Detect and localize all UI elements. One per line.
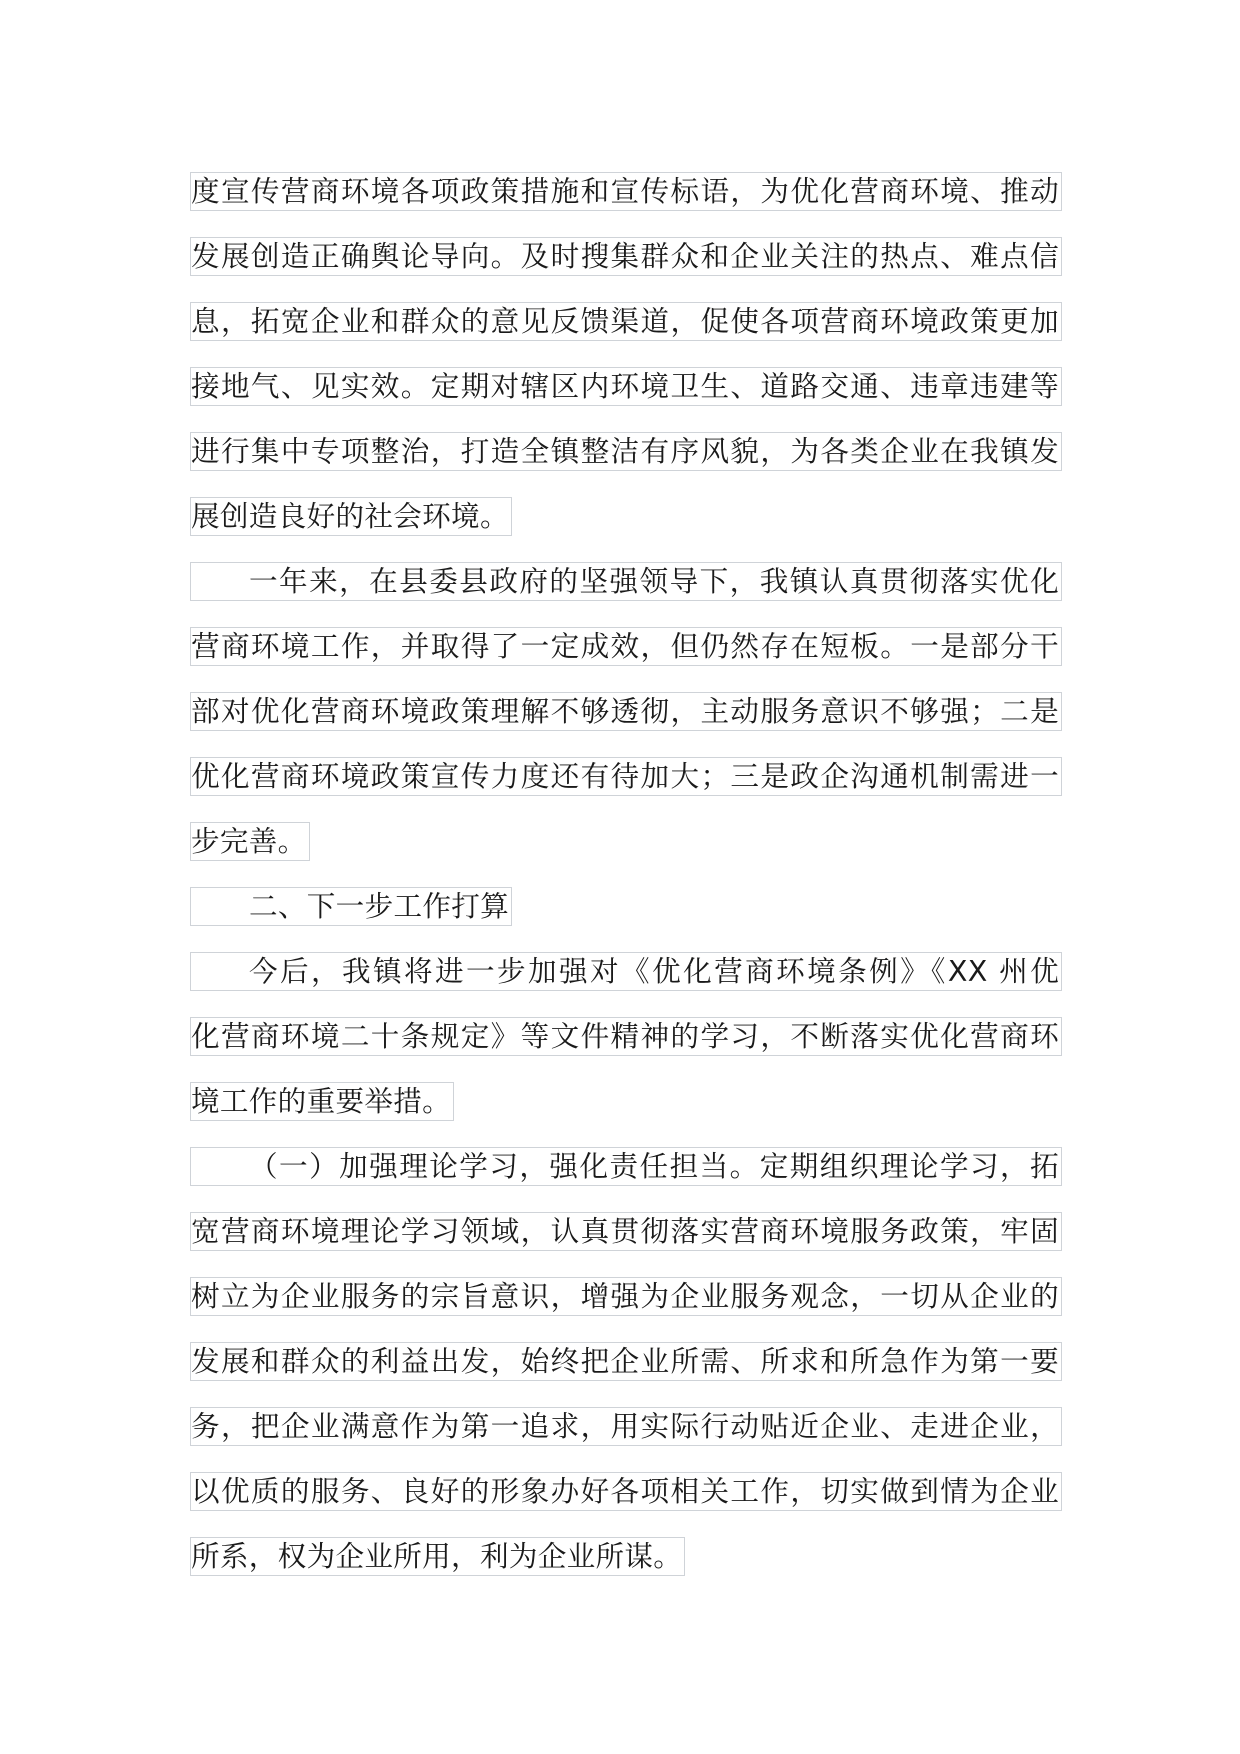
text-line: 展创造良好的社会环境。 [190, 497, 512, 536]
text-line: 一年来，在县委县政府的坚强领导下，我镇认真贯彻落实优化 [190, 562, 1062, 601]
text-line: 所系，权为企业所用，利为企业所谋。 [190, 1537, 685, 1576]
text-line: 今后，我镇将进一步加强对《优化营商环境条例》《XX 州优 [190, 952, 1062, 991]
text-line: 部对优化营商环境政策理解不够透彻，主动服务意识不够强；二是 [190, 692, 1062, 731]
text-line: （一）加强理论学习，强化责任担当。定期组织理论学习，拓 [190, 1147, 1062, 1186]
text-line: 步完善。 [190, 822, 310, 861]
text-line: 发展和群众的利益出发，始终把企业所需、所求和所急作为第一要 [190, 1342, 1062, 1381]
text-line: 进行集中专项整治，打造全镇整洁有序风貌，为各类企业在我镇发 [190, 432, 1062, 471]
text-line: 树立为企业服务的宗旨意识，增强为企业服务观念，一切从企业的 [190, 1277, 1062, 1316]
text-line: 以优质的服务、良好的形象办好各项相关工作，切实做到情为企业 [190, 1472, 1062, 1511]
section-heading: 二、下一步工作打算 [190, 887, 512, 926]
text-line: 优化营商环境政策宣传力度还有待加大；三是政企沟通机制需进一 [190, 757, 1062, 796]
body-text [190, 172, 1062, 1602]
text-line: 化营商环境二十条规定》等文件精神的学习，不断落实优化营商环 [190, 1017, 1062, 1056]
text-line: 息，拓宽企业和群众的意见反馈渠道，促使各项营商环境政策更加 [190, 302, 1062, 341]
text-line: 境工作的重要举措。 [190, 1082, 454, 1121]
text-line: 宽营商环境理论学习领域，认真贯彻落实营商环境服务政策，牢固 [190, 1212, 1062, 1251]
text-line: 务，把企业满意作为第一追求，用实际行动贴近企业、走进企业， [190, 1407, 1062, 1446]
text-line: 接地气、见实效。定期对辖区内环境卫生、道路交通、违章违建等 [190, 367, 1062, 406]
text-line: 发展创造正确舆论导向。及时搜集群众和企业关注的热点、难点信 [190, 237, 1062, 276]
text-line: 营商环境工作，并取得了一定成效，但仍然存在短板。一是部分干 [190, 627, 1062, 666]
text-line: 度宣传营商环境各项政策措施和宣传标语，为优化营商环境、推动 [190, 172, 1062, 211]
